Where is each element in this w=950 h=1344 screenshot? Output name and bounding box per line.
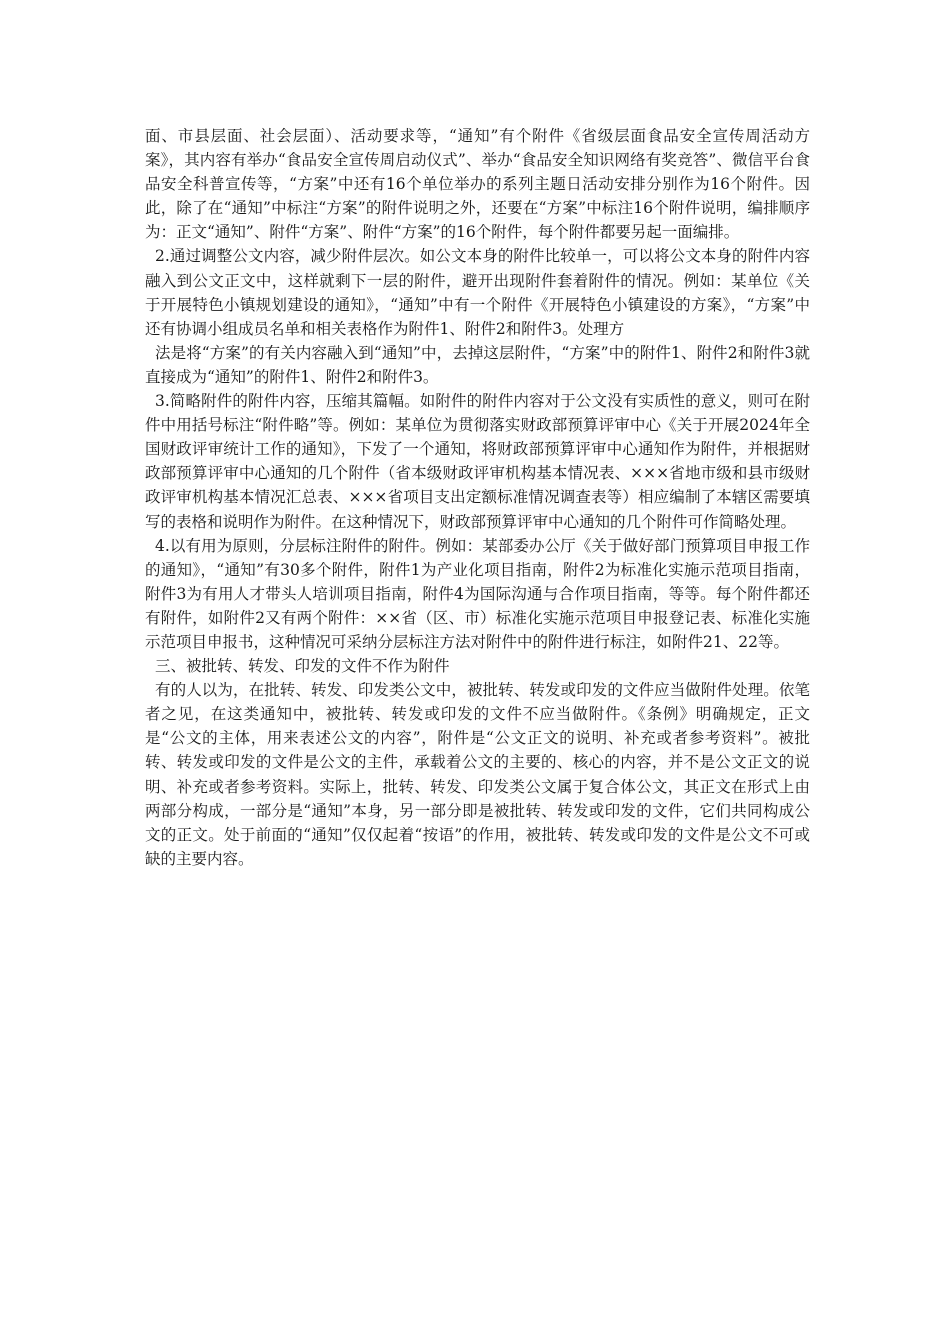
document-body <box>145 124 810 871</box>
paragraph-item-4: 4.以有用为原则，分层标注附件的附件。例如：某部委办公厅《关于做好部门预算项目申报工作的通知》，“通知”有30多个附件，附件1为产业化项目指南，附件2为标准化实施示范项目指南，附件3为有用人才带头人培训项目指南，附件4为国际沟通与合作项目指南，等等。每个附件都还有附件，如附件2又有两个附件：××省（区、市）标准化实施示范项目申报登记表、标准化实施示范项目申报书，这种情况可采纳分层标注方法对附件中的附件进行标注，如附件21、22等。 <box>145 536 810 651</box>
paragraph-continuation: 面、市县层面、社会层面）、活动要求等，“通知”有个附件《省级层面食品安全宣传周活动方案》，其内容有举办“食品安全宣传周启动仪式”、举办“食品安全知识网络有奖竞答”、微信平台食品安全科普宣传等，“方案”中还有16个单位举办的系列主题日活动安排分别作为16个附件。因此，除了在“通知”中标注“方案”的附件说明之外，还要在“方案”中标注16个附件说明，编排顺序为：正文“通知”、附件“方案”、附件“方案”的16个附件，每个附件都要另起一面编排。 <box>145 127 810 242</box>
paragraph-item-2-continued: 法是将“方案”的有关内容融入到“通知”中，去掉这层附件，“方案”中的附件1、附件2和附件3就直接成为“通知”的附件1、附件2和附件3。 <box>145 343 810 386</box>
section-heading-3: 三、被批转、转发、印发的文件不作为附件 <box>155 657 450 676</box>
paragraph-item-3: 3.简略附件的附件内容，压缩其篇幅。如附件的附件内容对于公文没有实质性的意义，则可在附件中用括号标注“附件略”等。例如：某单位为贯彻落实财政部预算评审中心《关于开展2024年全国财政评审统计工作的通知》，下发了一个通知，将财政部预算评审中心通知作为附件，并根据财政部预算评审中心通知的几个附件（省本级财政评审机构基本情况表、×××省地市级和县市级财政评审机构基本情况汇总表、×××省项目支出定额标准情况调查表等）相应编制了本辖区需要填写的表格和说明作为附件。在这种情况下，财政部预算评审中心通知的几个附件可作简略处理。 <box>145 392 810 531</box>
paragraph-item-2: 2.通过调整公文内容，减少附件层次。如公文本身的附件比较单一，可以将公文本身的附件内容融入到公文正文中，这样就剩下一层的附件，避开出现附件套着附件的情况。例如：某单位《关于开展特色小镇规划建设的通知》，“通知”中有一个附件《开展特色小镇建设的方案》，“方案”中还有协调小组成员名单和相关表格作为附件1、附件2和附件3。处理方 <box>145 247 810 338</box>
paragraph-section-3-body: 有的人以为，在批转、转发、印发类公文中，被批转、转发或印发的文件应当做附件处理。依笔者之见，在这类通知中，被批转、转发或印发的文件不应当做附件。《条例》明确规定，正文是“公文的主体，用来表述公文的内容”，附件是“公文正文的说明、补充或者参考资料”。被批转、转发或印发的文件是公文的主件，承载着公文的主要的、核心的内容，并不是公文正文的说明、补充或者参考资料。实际上，批转、转发、印发类公文属于复合体公文，其正文在形式上由两部分构成，一部分是“通知”本身，另一部分即是被批转、转发或印发的文件，它们共同构成公文的正文。处于前面的“通知”仅仅起着“按语”的作用，被批转、转发或印发的文件是公文不可或缺的主要内容。 <box>145 681 810 868</box>
